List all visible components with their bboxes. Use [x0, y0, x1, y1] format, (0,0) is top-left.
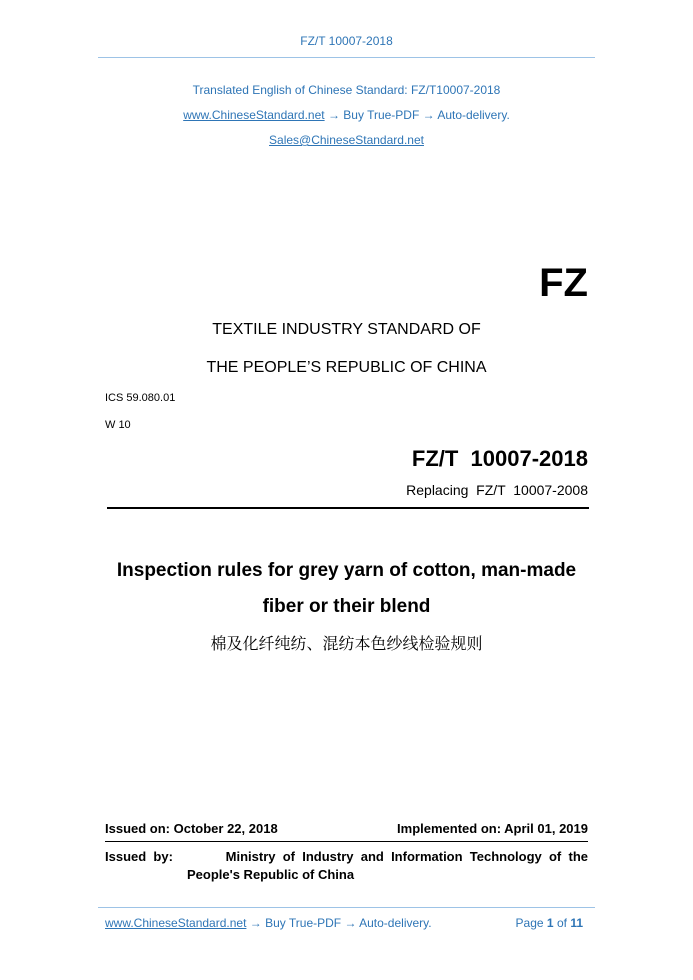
standard-number: FZ/T 10007-2018: [411, 446, 588, 471]
translation-line: Translated English of Chinese Standard: FZ/T10007-2018: [192, 83, 501, 97]
title-english-line1: Inspection rules for grey yarn of cotton, man-made: [116, 560, 577, 581]
buy-text: → Buy True-PDF → Auto-delivery.: [327, 108, 510, 122]
header-rule: [98, 57, 595, 58]
replacing-standard: Replacing FZ/T 10007-2008: [406, 482, 588, 498]
running-title: FZ/T 10007-2018: [300, 34, 393, 48]
title-english-line2: fiber or their blend: [262, 596, 431, 617]
ics-code: ICS 59.080.01: [105, 392, 176, 404]
standard-logo-code: FZ: [539, 261, 588, 305]
issued-by-line1: Ministry of Industry and Information Technology of the: [225, 849, 588, 864]
footer-buy-text: → Buy True-PDF → Auto-delivery.: [249, 916, 432, 930]
ccs-code: W 10: [105, 419, 131, 431]
implemented-on: Implemented on: April 01, 2019: [397, 821, 588, 836]
issued-on: Issued on: October 22, 2018: [105, 821, 278, 836]
issued-by-label: Issued by:: [105, 849, 173, 864]
standard-type-line1: TEXTILE INDUSTRY STANDARD OF: [212, 321, 481, 338]
page-counter: [516, 916, 583, 930]
sales-email-link[interactable]: Sales@ChineseStandard.net: [269, 133, 424, 147]
footer-promo: [105, 916, 432, 930]
page-current: 1: [546, 916, 554, 930]
title-chinese: 棉及化纤纯纺、混纺本色纱线检验规则: [210, 634, 483, 653]
footer-site-link[interactable]: www.ChineseStandard.net: [105, 916, 247, 930]
issued-by-line2: People's Republic of China: [187, 867, 355, 882]
number-rule: [107, 507, 589, 509]
page-of: of: [556, 916, 567, 930]
page-label: Page: [515, 916, 544, 930]
footer-rule: [98, 907, 595, 908]
dates-rule: [105, 841, 588, 842]
promo-line: [0, 108, 693, 122]
site-link[interactable]: www.ChineseStandard.net: [183, 108, 325, 122]
sales-line: [0, 133, 693, 147]
standard-type-line2: THE PEOPLE’S REPUBLIC OF CHINA: [206, 359, 487, 376]
page-total: 11: [570, 916, 583, 930]
